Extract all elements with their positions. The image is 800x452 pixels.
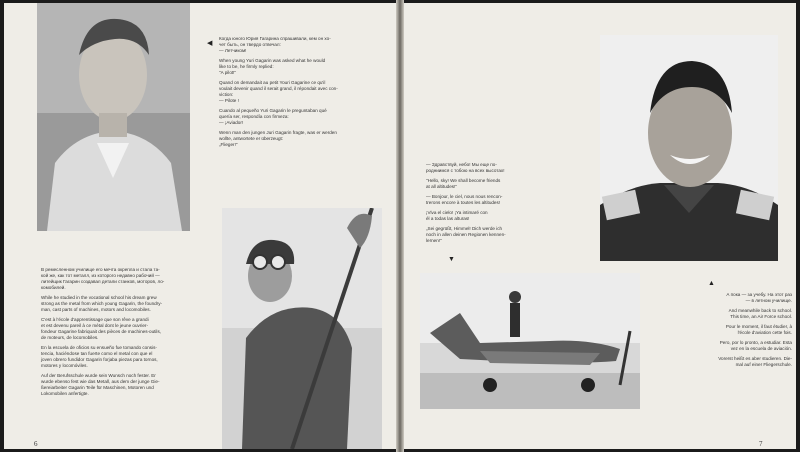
dialogue-text-block [426, 162, 576, 248]
school-ru: А пока — за учебу. На этот раз — в летном училище. [726, 292, 792, 303]
quote-en: When young Yuri Gagarin was asked what he would like to be, he firmly replied: "A pilot!" [219, 58, 326, 75]
aircraft-illustration [420, 273, 640, 409]
school-es: Pero, por lo pronto, a estudiar. Esta vez en la escuela de aviación. [719, 340, 792, 351]
caption-de: Auf der Berufsschule wurde sein Wunsch noch fester. Er wurde ebenso fest wie das Metall, aus dem der junge Gie- ßereiarbeiter Gagarin Teile für Maschinen, Motoren und Lokomobilen anfertigte. [41, 373, 160, 396]
quote-fr: Quand on demandait au petit Youri Gagarine ce qu'il voulait devenir quand il serait grand, il répondait avec con- viction: — Pilote ! [219, 80, 338, 103]
school-fr: Pour le moment, il faut étudier, à l'école d'aviation cette fois. [725, 324, 792, 335]
dialogue-es: ¡Viva el cielo! ¡Ya intimaré con él a todas las alturas! [426, 210, 488, 221]
school-text-block [642, 292, 792, 372]
arrow-down-icon: ▼ [448, 256, 455, 263]
caption-fr: C'est à l'école d'apprentissage que son rêve a grandi et est devenu pareil à ce métal dont le jeune ouvrier- fondeur Gagarine fabriquait des pièces de machines-outils, de moteurs, de locomobiles. [41, 317, 162, 340]
foundry-worker-illustration [222, 208, 382, 449]
dialogue-de: „Sei gegrüßt, Himmel! Dich werde ich noch in allen deinen Regionen kennen- lernen!" [426, 226, 506, 243]
portrait-teen-illustration [37, 3, 190, 231]
quote-ru: Когда юного Юрия Гагарина спрашивали, кем он хо- чет быть, он твердо отвечал: — Летчиком! [219, 36, 331, 53]
quote-es: Cuando al pequeño Yuri Gagarin le preguntaban qué quería ser, respondía con firmeza: — ¡Aviador! [219, 108, 327, 125]
caption-en: While he studied in the vocational school his dream grew strong as the metal from which young Gagarin, the foundry- man, cast parts of machines, motors and locomobiles. [41, 295, 163, 312]
caption-ru: В ремесленном училище его мечта окрепла и стала та- кой же, как тот металл, из которого недавно рабочий — литейщик Гагарин создавал детали станков, моторов, ло- комобилей. [41, 267, 165, 290]
arrow-left-icon: ◀ [207, 40, 213, 47]
quote-de: Wenn man den jungen Juri Gagarin fragte, was er werden wollte, antwortete er überzeugt: „Flieger!" [219, 130, 337, 147]
photo-foundry-worker [222, 208, 382, 449]
page-number-right: 7 [759, 440, 763, 448]
school-en: And meanwhile back to school. This time, an Air Force school. [728, 308, 792, 319]
left-page [4, 3, 396, 449]
dialogue-en: "Hello, sky! We shall become friends at all altitudes!" [426, 178, 501, 189]
arrow-up-icon: ▲ [708, 280, 715, 287]
portrait-photo-cadet [600, 35, 778, 261]
dialogue-fr: — Bonjour, le ciel, nous nous rencon- trerons encore à toutes les altitudes! [426, 194, 503, 205]
photo-aircraft [420, 273, 640, 409]
portrait-photo-teen [37, 3, 190, 231]
page-number-left: 6 [34, 440, 38, 448]
school-de: Vorerst heißt es aber studieren. Die- mal auf einer Fliegerschule. [718, 356, 792, 367]
quote-text-block [219, 36, 374, 152]
caption-text-block [41, 267, 196, 401]
book-gutter [396, 0, 404, 452]
portrait-cadet-illustration [600, 35, 778, 261]
right-page [404, 3, 796, 449]
dialogue-ru: — Здравствуй, небо! Мы еще по- родниимся с тобою на всех высотах! [426, 162, 505, 173]
caption-es: En la escuela de oficios su ensueño fue tomando consis- tencia, haciéndose tan fuerte como el metal con que el joven obrero fundidor Gagarin forjaba piezas para tornos, motores y locomóviles. [41, 345, 158, 368]
